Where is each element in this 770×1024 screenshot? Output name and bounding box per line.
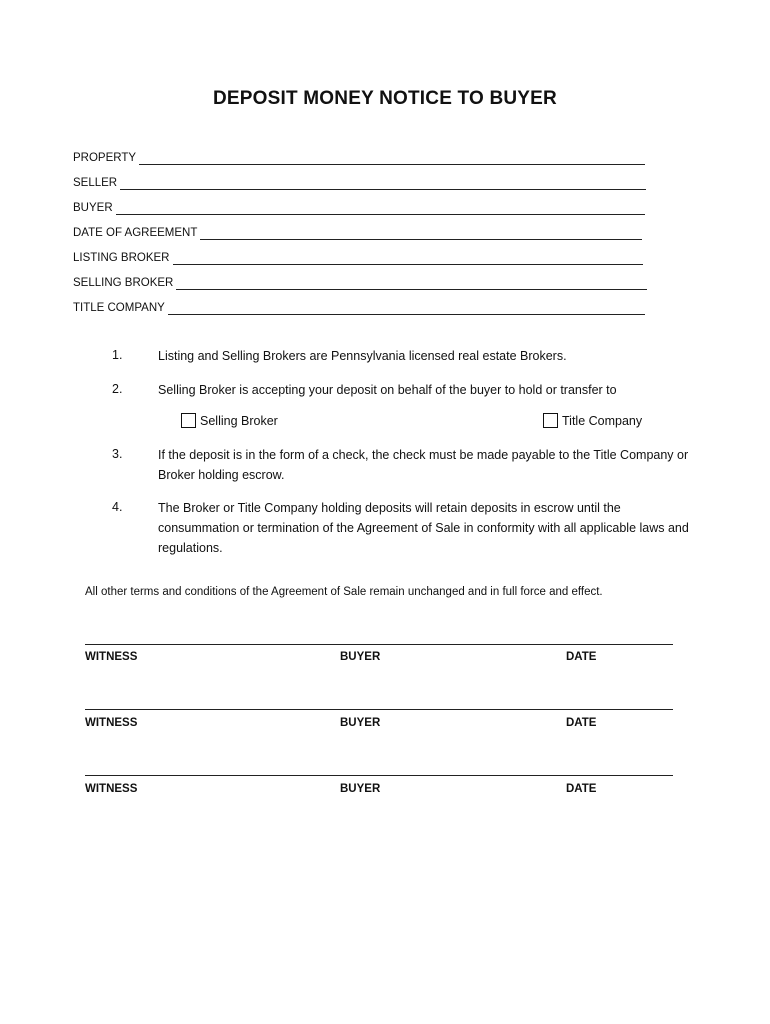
date-of-agreement-label: DATE OF AGREEMENT (73, 227, 198, 239)
document-title: DEPOSIT MONEY NOTICE TO BUYER (213, 88, 557, 109)
property-label: PROPERTY (73, 152, 137, 164)
title-company-input-line[interactable] (168, 302, 645, 315)
signature-line[interactable] (85, 775, 673, 776)
checkbox-square[interactable] (543, 413, 558, 428)
property-field[interactable] (73, 149, 645, 165)
date-label: DATE (566, 651, 597, 663)
buyer-signature-label: BUYER (340, 783, 381, 795)
terms-note: All other terms and conditions of the Agreement of Sale remain unchanged and in full force and effect. (85, 586, 603, 598)
listing-broker-field[interactable] (73, 249, 643, 265)
date-label: DATE (566, 783, 597, 795)
buyer-field[interactable] (73, 199, 645, 215)
item-number: 3. (112, 447, 123, 461)
seller-field[interactable] (73, 174, 646, 190)
seller-input-line[interactable] (120, 177, 646, 190)
item-number: 1. (112, 348, 123, 362)
property-input-line[interactable] (139, 152, 645, 165)
witness-label: WITNESS (85, 783, 138, 795)
buyer-signature-label: BUYER (340, 717, 381, 729)
date-label: DATE (566, 717, 597, 729)
checkbox-square[interactable] (181, 413, 196, 428)
signature-line[interactable] (85, 709, 673, 710)
signature-line[interactable] (85, 644, 673, 645)
date-of-agreement-field[interactable] (73, 224, 642, 240)
item-number: 2. (112, 382, 123, 396)
item-text: If the deposit is in the form of a check, the check must be made payable to the Title Company or Broker holding escrow. (158, 448, 689, 482)
title-company-checkbox[interactable] (543, 413, 642, 428)
item-text: Selling Broker is accepting your deposit on behalf of the buyer to hold or transfer to (158, 383, 617, 397)
listing-broker-input-line[interactable] (173, 252, 644, 265)
checkbox-label: Selling Broker (200, 413, 278, 428)
checkbox-label: Title Company (562, 413, 643, 428)
buyer-signature-label: BUYER (340, 651, 381, 663)
witness-label: WITNESS (85, 651, 138, 663)
selling-broker-input-line[interactable] (176, 277, 647, 290)
selling-broker-checkbox[interactable] (181, 413, 278, 428)
listing-broker-label: LISTING BROKER (73, 252, 170, 264)
selling-broker-field[interactable] (73, 274, 647, 290)
item-number: 4. (112, 500, 123, 514)
title-company-label: TITLE COMPANY (73, 302, 165, 314)
buyer-label: BUYER (73, 202, 113, 214)
selling-broker-label: SELLING BROKER (73, 277, 174, 289)
title-company-field[interactable] (73, 299, 645, 315)
witness-label: WITNESS (85, 717, 138, 729)
item-text: Listing and Selling Brokers are Pennsylvania licensed real estate Brokers. (158, 349, 567, 363)
buyer-input-line[interactable] (116, 202, 645, 215)
seller-label: SELLER (73, 177, 118, 189)
date-of-agreement-input-line[interactable] (200, 227, 642, 240)
item-text: The Broker or Title Company holding deposits will retain deposits in escrow until the consummation or termination of the Agreement of Sale in conformity with all applicable laws and regulations. (158, 501, 689, 555)
